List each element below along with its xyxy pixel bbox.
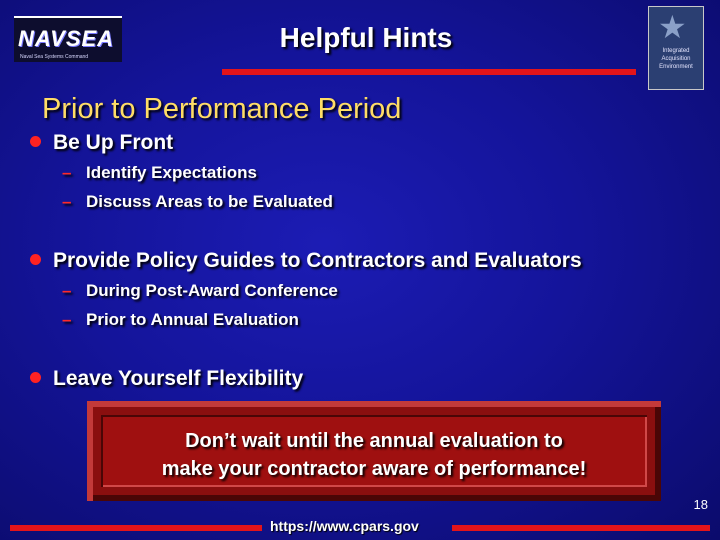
bullet-text: Leave Yourself Flexibility (53, 367, 304, 390)
sub-bullet-item (62, 163, 257, 183)
footer-bar-right (452, 525, 710, 531)
footer-url-link[interactable]: https://www.cpars.gov (270, 518, 419, 534)
iae-badge (648, 6, 704, 90)
sub-bullet-text: Discuss Areas to be Evaluated (86, 192, 333, 211)
dash-icon: – (62, 163, 72, 182)
sub-bullet-text: During Post-Award Conference (86, 281, 338, 300)
dash-icon: – (62, 310, 72, 329)
bullet-text: Provide Policy Guides to Contractors and Evaluators (53, 249, 582, 272)
footer-bar-left (10, 525, 262, 531)
iae-badge-text: Integrated Acquisition Environment (659, 48, 693, 70)
navsea-logo (14, 16, 124, 64)
star-icon: ★ (658, 9, 687, 45)
sub-bullet-text: Prior to Annual Evaluation (86, 310, 299, 329)
dash-icon: – (62, 192, 72, 211)
bullet-dot-icon (30, 136, 41, 147)
callout-box (87, 401, 661, 501)
bullet-dot-icon (30, 372, 41, 383)
bullet-item (30, 367, 303, 391)
bullet-item (30, 131, 173, 155)
sub-bullet-item (62, 281, 338, 301)
title-underline (222, 69, 636, 75)
section-heading: Prior to Performance Period (42, 93, 402, 125)
logo-subtext: Naval Sea Systems Command (20, 54, 89, 60)
sub-bullet-item (62, 192, 333, 212)
bullet-dot-icon (30, 254, 41, 265)
callout-line-1: Don’t wait until the annual evaluation to (185, 430, 563, 452)
dash-icon: – (62, 281, 72, 300)
callout-text (87, 427, 661, 483)
slide-title: Helpful Hints (279, 22, 453, 53)
sub-bullet-text: Identify Expectations (86, 163, 257, 182)
page-number: 18 (693, 497, 708, 512)
logo-wordmark: NAVSEA (18, 26, 115, 51)
callout-line-2: make your contractor aware of performance! (161, 458, 587, 480)
bullet-text: Be Up Front (53, 131, 174, 154)
bullet-item (30, 249, 582, 273)
sub-bullet-item (62, 310, 299, 330)
